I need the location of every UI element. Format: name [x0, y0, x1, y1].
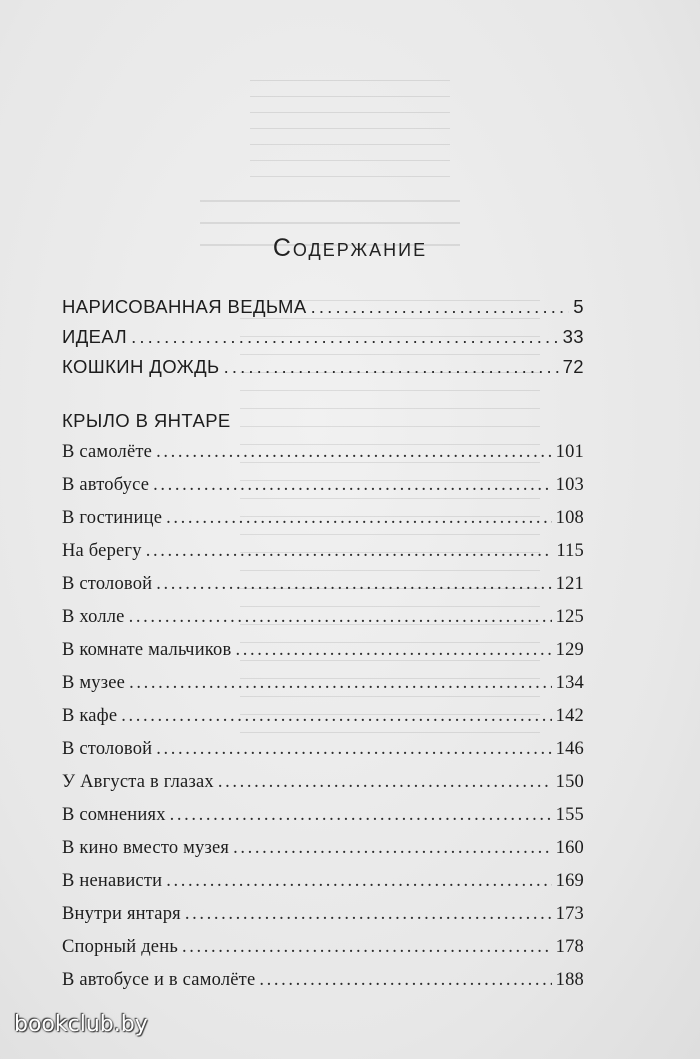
bleed-through-block: [250, 80, 450, 180]
toc-entry: [62, 574, 584, 595]
toc-entry: [62, 838, 584, 859]
toc-entry-page: 146: [555, 739, 584, 759]
toc-entry-title: В столовой: [62, 739, 153, 759]
toc-entry-title: Спорный день: [62, 937, 178, 957]
toc-entry-page: 108: [555, 508, 584, 528]
toc-entry-page: 115: [556, 541, 584, 561]
watermark: bookclub.by: [14, 1012, 148, 1037]
toc-entry: [62, 640, 584, 661]
toc-entry-title: КОШКИН ДОЖДЬ: [62, 356, 220, 377]
toc-entry: [62, 296, 584, 318]
toc-entry-title: В холле: [62, 607, 125, 627]
toc-entry-page: 142: [555, 706, 584, 726]
toc-entry: [62, 871, 584, 892]
dot-leader: [233, 838, 552, 859]
toc-entry: [62, 970, 584, 991]
dot-leader: [182, 937, 552, 958]
toc-entry-title: В музее: [62, 673, 126, 693]
dot-leader: [185, 904, 552, 925]
toc-entry-page: 178: [555, 937, 584, 957]
dot-leader: [166, 871, 551, 892]
dot-leader: [156, 739, 551, 760]
toc-entry-title: В самолёте: [62, 442, 153, 462]
dot-leader: [311, 296, 570, 318]
toc-entry: [62, 442, 584, 463]
toc-entry-page: 103: [555, 475, 584, 495]
dot-leader: [259, 970, 551, 991]
toc-entry-title: ИДЕАЛ: [62, 326, 128, 347]
dot-leader: [235, 640, 551, 661]
toc-entry-page: 150: [555, 772, 584, 792]
toc-entry-page: 121: [555, 574, 584, 594]
toc-entry-page: 129: [555, 640, 584, 660]
dot-leader: [153, 475, 551, 496]
toc-entry: [62, 475, 584, 496]
dot-leader: [218, 772, 552, 793]
toc-entry: [62, 356, 584, 378]
toc-entry-page: 134: [555, 673, 584, 693]
toc-entry: [62, 326, 584, 348]
toc-entry-page: 169: [555, 871, 584, 891]
toc-entry-page: 101: [555, 442, 584, 462]
dot-leader: [121, 706, 551, 727]
toc-entry-page: 125: [555, 607, 584, 627]
toc-entry-page: 160: [555, 838, 584, 858]
dot-leader: [131, 326, 559, 348]
toc-entry-title: На берегу: [62, 541, 142, 561]
toc-entry: [62, 739, 584, 760]
toc-entry: [62, 772, 584, 793]
toc-entry-page: 5: [573, 296, 584, 317]
toc-entry-title: В гостинице: [62, 508, 163, 528]
toc-entry: [62, 937, 584, 958]
toc-entry-title: В ненависти: [62, 871, 163, 891]
toc-entry-page: 173: [555, 904, 584, 924]
toc-entry: [62, 607, 584, 628]
toc-entry: [62, 904, 584, 925]
toc-entry-title: Внутри янтаря: [62, 904, 181, 924]
dot-leader: [129, 607, 552, 628]
toc-entry: [62, 805, 584, 826]
dot-leader: [156, 574, 551, 595]
toc-entry-title: У Августа в глазах: [62, 772, 214, 792]
section-heading: КРЫЛО В ЯНТАРЕ: [62, 410, 231, 431]
toc-entry-page: 33: [562, 326, 584, 347]
dot-leader: [146, 541, 553, 562]
dot-leader: [170, 805, 552, 826]
toc-entry-title: НАРИСОВАННАЯ ВЕДЬМА: [62, 296, 307, 317]
toc-entry-title: В комнате мальчиков: [62, 640, 232, 660]
toc-entry: [62, 673, 584, 694]
dot-leader: [166, 508, 552, 529]
page-title: Содержание: [272, 234, 428, 262]
dot-leader: [129, 673, 552, 694]
toc-entry: [62, 541, 584, 562]
toc-entry: [62, 706, 584, 727]
toc-entry-page: 72: [562, 356, 584, 377]
toc-entry-page: 155: [555, 805, 584, 825]
toc-entry-title: В автобусе: [62, 475, 150, 495]
toc-entry-title: В автобусе и в самолёте: [62, 970, 256, 990]
toc-entry-title: В сомнениях: [62, 805, 166, 825]
toc-entry-title: В кино вместо музея: [62, 838, 230, 858]
dot-leader: [224, 356, 559, 378]
toc-entry: [62, 508, 584, 529]
toc-entry-title: В кафе: [62, 706, 118, 726]
toc-entry-page: 188: [555, 970, 584, 990]
dot-leader: [156, 442, 552, 463]
toc-entry-title: В столовой: [62, 574, 153, 594]
